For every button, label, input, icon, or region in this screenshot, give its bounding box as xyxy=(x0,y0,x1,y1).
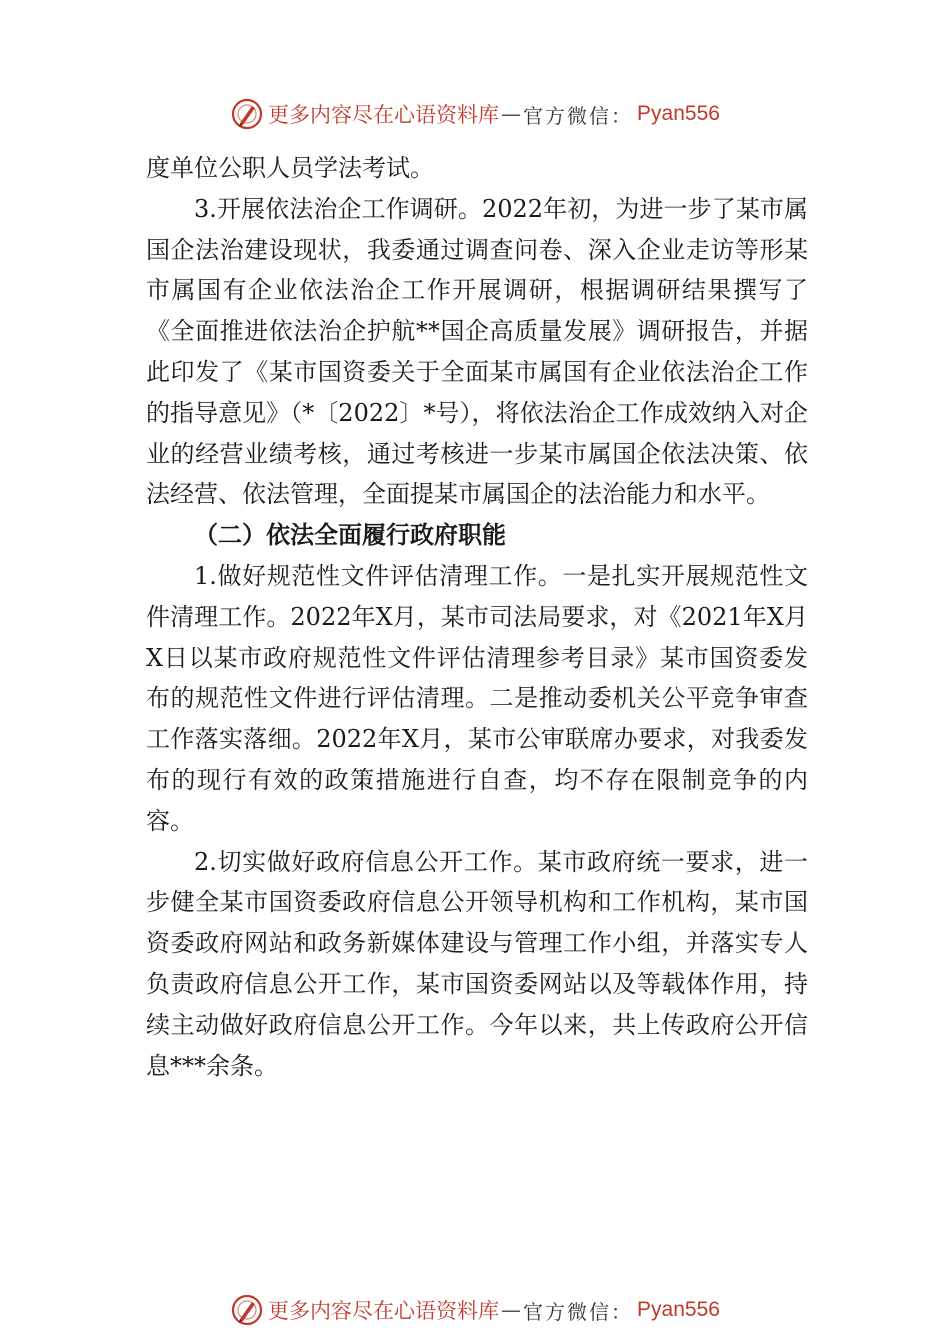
banner-dash: — xyxy=(501,102,522,126)
wechat-label: 官方微信： xyxy=(523,103,634,128)
pen-logo-icon xyxy=(230,1293,264,1327)
header-banner xyxy=(0,96,950,132)
library-name: 更多内容尽在心语资料库 xyxy=(268,103,500,127)
pen-logo-icon xyxy=(230,97,264,131)
wechat-label: 官方微信： xyxy=(523,1299,634,1324)
footer-banner xyxy=(0,1292,950,1328)
banner-dash: — xyxy=(501,1298,522,1322)
paragraph-2-information-disclosure: 2.切实做好政府信息公开工作。某市政府统一要求，进一步健全某市国资委政府信息公开领导机构和工作机构，某市国资委政府网站和政务新媒体建设与管理工作小组，并落实专人负责政府信息公开工作，某市国资委网站以及等载体作用，持续主动做好政府信息公开工作。今年以来，共上传政府公开信息***余条。 xyxy=(146,847,808,1080)
wechat-id: Pyan556 xyxy=(637,102,720,125)
section-heading: （二）依法全面履行政府职能 xyxy=(194,520,506,550)
document-body xyxy=(146,148,808,1086)
library-name: 更多内容尽在心语资料库 xyxy=(268,1299,500,1323)
paragraph-3-legal-governance-research: 3.开展依法治企工作调研。2022年初，为进一步了某市属国企法治建设现状，我委通过调查问卷、深入企业走访等形某市属国有企业依法治企工作开展调研，根据调研结果撰写了《全面推进依法治企护航**国企高质量发展》调研报告，并据此印发了《某市国资委关于全面某市属国有企业依法治企工作的指导意见》（*〔2022〕*号），将依法治企工作成效纳入对企业的经营业绩考核，通过考核进一步某市属国企依法决策、依法经营、依法管理，全面提某市属国企的法治能力和水平。 xyxy=(146,194,808,509)
paragraph-1-normative-documents: 1.做好规范性文件评估清理工作。一是扎实开展规范性文件清理工作。2022年X月，某市司法局要求，对《2021年X月X日以某市政府规范性文件评估清理参考目录》某市国资委发布的规范性文件进行评估清理。二是推动委机关公平竞争审查工作落实落细。2022年X月，某市公审联席办要求，对我委发布的现行有效的政策措施进行自查，均不存在限制竞争的内容。 xyxy=(146,561,808,835)
paragraph-continued: 度单位公职人员学法考试。 xyxy=(146,154,434,182)
wechat-id: Pyan556 xyxy=(637,1298,720,1321)
